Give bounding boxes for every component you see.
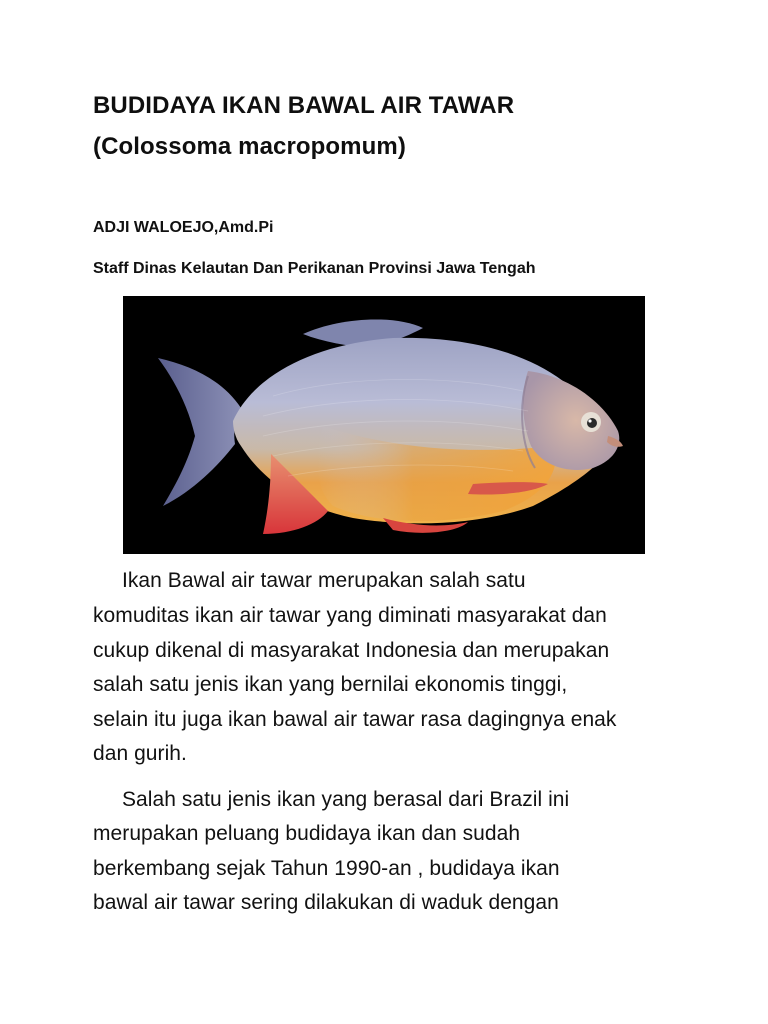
paragraph-1-line: salah satu jenis ikan yang bernilai ekonomis tinggi,	[93, 673, 568, 696]
document-title-line-1: BUDIDAYA IKAN BAWAL AIR TAWAR	[93, 92, 515, 119]
paragraph-1-line: cukup dikenal di masyarakat Indonesia dan merupakan	[93, 639, 610, 662]
paragraph-1-line: komuditas ikan air tawar yang diminati masyarakat dan	[93, 604, 607, 627]
fish-photo	[123, 296, 645, 554]
paragraph-2-line: bawal air tawar sering dilakukan di waduk dengan	[93, 891, 559, 914]
fish-illustration	[123, 296, 645, 554]
author-affiliation: Staff Dinas Kelautan Dan Perikanan Provinsi Jawa Tengah	[93, 260, 536, 277]
paragraph-1-line: selain itu juga ikan bawal air tawar rasa dagingnya enak	[93, 708, 617, 731]
author-name: ADJI WALOEJO,Amd.Pi	[93, 219, 274, 236]
paragraph-2-line: Salah satu jenis ikan yang berasal dari Brazil ini	[122, 788, 570, 811]
paragraph-1-line: Ikan Bawal air tawar merupakan salah satu	[122, 569, 526, 592]
paragraph-2-line: berkembang sejak Tahun 1990-an , budidaya ikan	[93, 857, 560, 880]
document-title-line-2: (Colossoma macropomum)	[93, 133, 406, 160]
paragraph-2-line: merupakan peluang budidaya ikan dan sudah	[93, 822, 521, 845]
paragraph-1-line: dan gurih.	[93, 742, 187, 765]
